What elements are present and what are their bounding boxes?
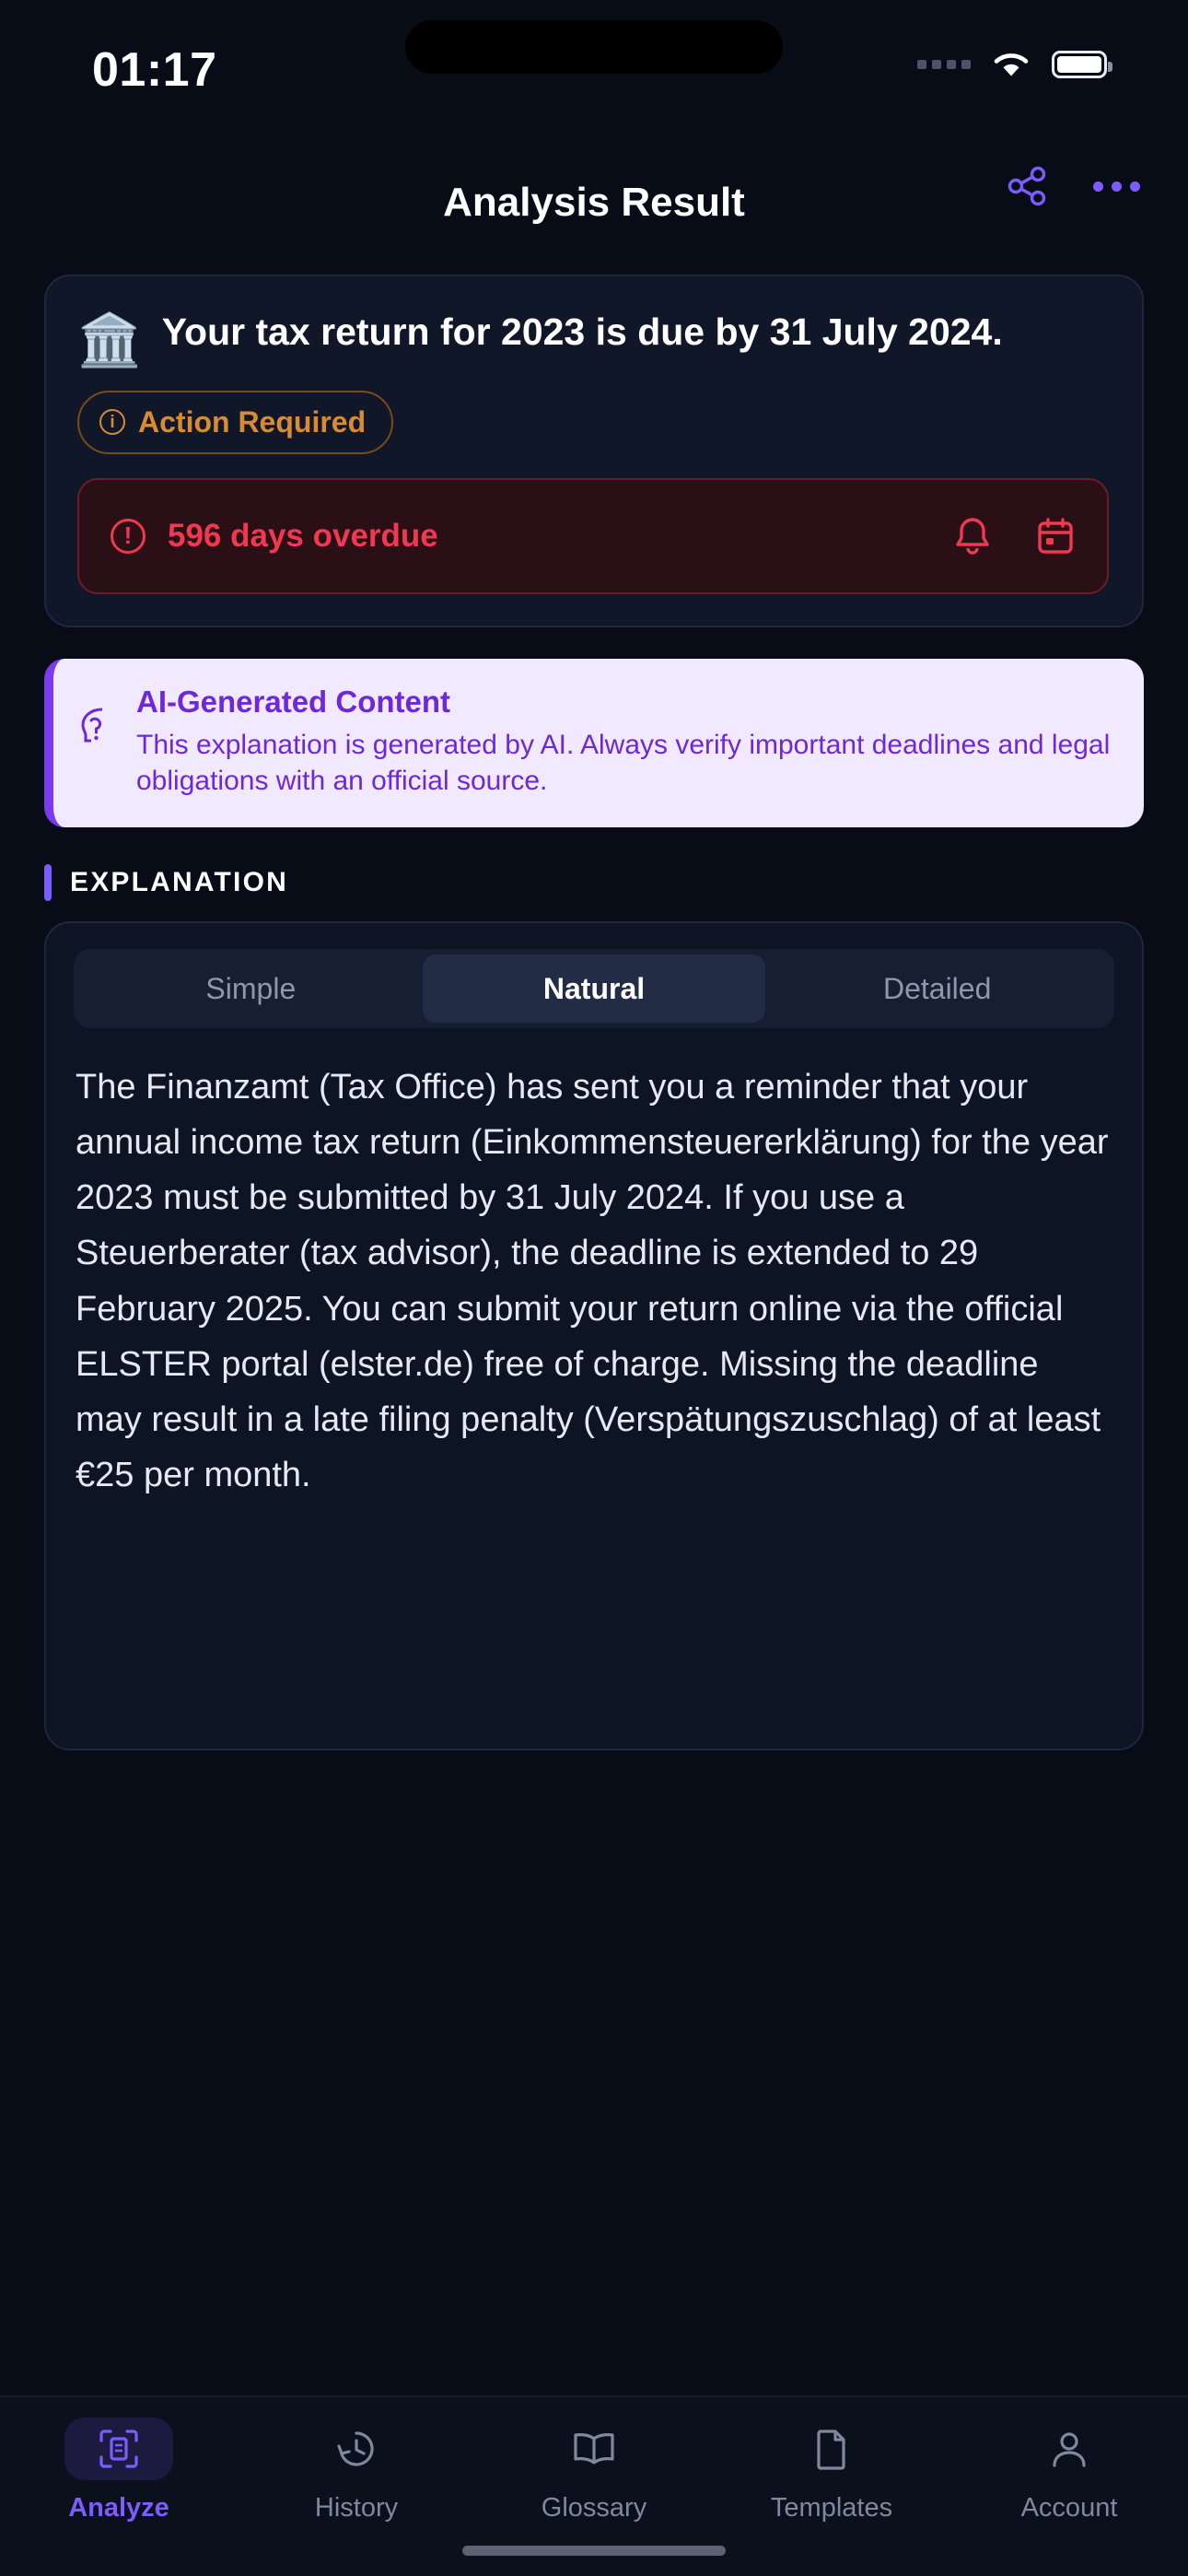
dynamic-island: [405, 20, 783, 74]
badge-row: [77, 391, 1109, 454]
explanation-text: The Finanzamt (Tax Office) has sent you a reminder that your annual income tax return (Einkommensteuererklärung) for the year 2023 must be submitted by 31 July 2024. If you use a Steuerberater (tax advisor), the deadline is extended to 29 February 2025. You can submit your return online via the official ELSTER portal (elster.de) free of charge. Missing the deadline may result in a late filing penalty (Verspätungszuschlag) of at least €25 per month.: [76, 1068, 1109, 1494]
tab-templates[interactable]: [713, 2418, 950, 2523]
battery-icon: [1052, 51, 1107, 78]
tab-natural[interactable]: Natural: [423, 954, 766, 1023]
summary-card: [44, 275, 1144, 627]
home-indicator: [462, 2546, 726, 2556]
tab-history-label: History: [314, 2493, 399, 2523]
tab-detailed[interactable]: Detailed: [882, 971, 992, 1005]
status-time: 01:17: [92, 43, 217, 97]
share-icon[interactable]: [1005, 164, 1049, 208]
status-badge-label: Action Required: [138, 404, 367, 439]
bank-icon: 🏛️: [77, 310, 142, 369]
ai-generated-notice: [44, 659, 1144, 828]
status-indicators: [917, 50, 1107, 79]
header-actions: [1005, 164, 1140, 208]
overdue-actions: [952, 515, 1076, 557]
tab-simple[interactable]: Simple: [205, 971, 297, 1005]
navigation-header: [0, 147, 1188, 258]
file-icon: [777, 2418, 886, 2480]
content-scroll: [0, 258, 1188, 2395]
page-title: Analysis Result: [443, 180, 745, 225]
tab-analyze-label: Analyze: [68, 2493, 169, 2523]
explanation-mode-tabs: [74, 949, 1114, 1028]
calendar-icon[interactable]: [1035, 516, 1076, 556]
history-clock-icon: [302, 2418, 411, 2480]
ai-head-icon: [77, 705, 116, 801]
alert-circle-icon: !: [111, 519, 146, 554]
summary-header: [77, 308, 1109, 369]
info-circle-icon: i: [99, 409, 125, 435]
signal-dots-icon: [917, 60, 971, 69]
book-icon: [540, 2418, 648, 2480]
person-icon: [1015, 2418, 1124, 2480]
status-badge: [77, 391, 393, 454]
explanation-section-label: [44, 864, 1144, 901]
tab-history[interactable]: [238, 2418, 475, 2523]
more-options-icon[interactable]: [1093, 181, 1140, 192]
wifi-icon: [991, 50, 1031, 79]
explanation-card: [44, 921, 1144, 1751]
overdue-banner: [77, 478, 1109, 594]
bell-icon[interactable]: [952, 515, 993, 557]
status-bar: [0, 0, 1188, 147]
ai-notice-body: [136, 685, 1116, 801]
overdue-label: 596 days overdue: [168, 517, 438, 554]
tab-glossary-label: Glossary: [541, 2493, 647, 2523]
tab-templates-label: Templates: [770, 2493, 893, 2523]
ai-notice-text: This explanation is generated by AI. Always verify important deadlines and legal obligations with an official source.: [136, 729, 1111, 797]
tab-glossary[interactable]: [475, 2418, 713, 2523]
summary-title: Your tax return for 2023 is due by 31 July 2024.: [161, 310, 1003, 353]
section-title: EXPLANATION: [70, 867, 288, 898]
section-accent-bar: [44, 864, 52, 901]
tab-account[interactable]: [950, 2418, 1188, 2523]
scan-document-icon: [64, 2418, 173, 2480]
tab-account-label: Account: [1020, 2493, 1118, 2523]
tab-analyze[interactable]: [0, 2418, 238, 2523]
ai-notice-title: AI-Generated Content: [136, 684, 451, 719]
